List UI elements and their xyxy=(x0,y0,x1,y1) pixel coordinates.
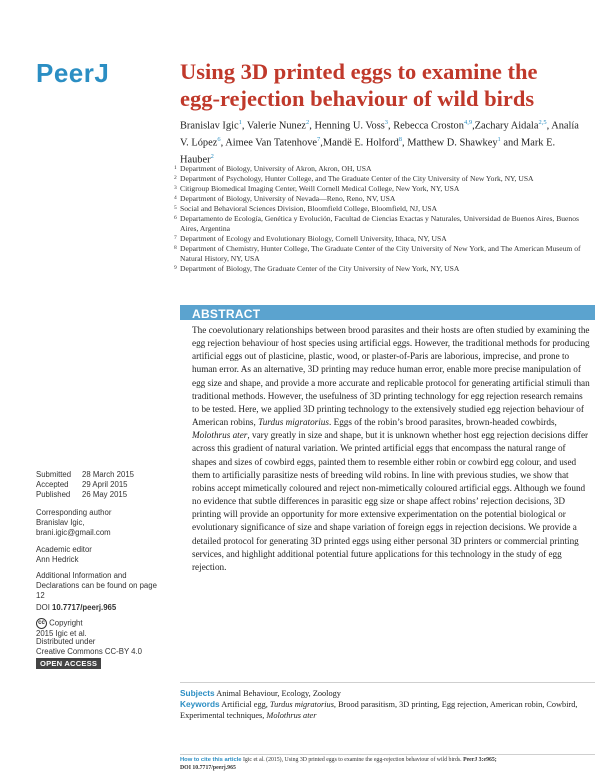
published-date: 26 May 2015 xyxy=(82,490,128,499)
abstract-part-2: . Eggs of the robin’s brood parasites, brown-headed cowbirds, xyxy=(328,417,557,428)
affiliation-text: Social and Behavioral Sciences Division, Bloomfield College, Bloomfield, NJ, USA xyxy=(180,204,438,213)
author-name[interactable]: Matthew D. Shawkey xyxy=(407,137,498,149)
author-name[interactable]: Mark E. Hauber xyxy=(180,137,556,166)
affiliation-item xyxy=(174,184,594,194)
article-title xyxy=(180,58,580,112)
editor-name: Ann Hedrick xyxy=(36,555,79,564)
author-separator: , xyxy=(546,120,552,132)
keywords-species-2: Molothrus ater xyxy=(266,711,317,720)
copyright-label: Copyright xyxy=(49,618,83,628)
author-affiliation-number: 2 xyxy=(210,152,214,160)
author-affiliation-number: 2,5 xyxy=(538,119,547,126)
footer-divider xyxy=(180,754,595,755)
cite-journal: PeerJ 3:e965; xyxy=(463,757,497,763)
author-name[interactable]: Analía V. López xyxy=(180,120,579,149)
affiliation-item xyxy=(174,264,594,274)
author-separator: and xyxy=(500,137,521,149)
affiliation-item xyxy=(174,164,594,174)
author-name[interactable]: Aimee Van Tatenhove xyxy=(225,137,318,149)
affiliation-text: Department of Psychology, Hunter College, and The Graduate Center of the City University of New York, NY, USA xyxy=(180,174,534,183)
author-separator: , xyxy=(388,120,394,132)
abstract-heading-bar xyxy=(180,305,595,320)
submitted-date: 28 March 2015 xyxy=(82,470,135,479)
affiliation-item xyxy=(174,204,594,214)
copyright-holder: 2015 Igic et al. xyxy=(36,629,87,638)
affiliation-number: 9 xyxy=(174,265,177,271)
affiliation-number: 6 xyxy=(174,215,177,221)
affiliation-item xyxy=(174,194,594,204)
affiliation-text: Department of Biology, University of Akron, Akron, OH, USA xyxy=(180,164,372,173)
affiliation-item xyxy=(174,174,594,184)
author-list xyxy=(180,116,580,167)
affiliation-text: Department of Biology, The Graduate Center of the City University of New York, NY, USA xyxy=(180,264,460,273)
author-affiliation-number: 1 xyxy=(238,119,242,126)
doi-block[interactable] xyxy=(36,603,116,613)
affiliation-text: Department of Ecology and Evolutionary Biology, Cornell University, Ithaca, NY, USA xyxy=(180,234,447,243)
title-line-2: egg-rejection behaviour of wild birds xyxy=(180,86,535,111)
affiliation-item xyxy=(174,214,594,234)
keywords-species-1: Turdus migratorius xyxy=(269,700,334,709)
subjects-label: Subjects xyxy=(180,688,215,698)
affiliation-number: 2 xyxy=(174,175,177,181)
abstract-species-1: Turdus migratorius xyxy=(258,417,329,428)
cite-label: How to cite this article xyxy=(180,757,242,763)
keywords-part-1: Artificial egg, xyxy=(221,700,270,709)
affiliation-text: Citigroup Biomedical Imaging Center, Weill Cornell Medical College, New York, NY, USA xyxy=(180,184,460,193)
subjects-value: Animal Behaviour, Ecology, Zoology xyxy=(216,689,341,698)
affiliation-number: 4 xyxy=(174,195,177,201)
corresponding-email[interactable]: brani.igic@gmail.com xyxy=(36,528,111,537)
additional-info[interactable]: Additional Information and Declarations can be found on page 12 xyxy=(36,571,157,600)
cite-doi[interactable]: DOI 10.7717/peerj.965 xyxy=(180,764,236,771)
author-name[interactable]: Zachary Aidala xyxy=(474,120,539,132)
author-separator: , xyxy=(220,137,226,149)
open-access-badge: OPEN ACCESS xyxy=(36,658,101,669)
affiliation-number: 7 xyxy=(174,235,177,241)
affiliation-item xyxy=(174,234,594,244)
author-affiliation-number: 4,9 xyxy=(463,119,473,126)
author-separator: , xyxy=(402,137,408,149)
affiliation-number: 5 xyxy=(174,205,177,211)
citation-footer xyxy=(180,757,595,772)
affiliation-number: 3 xyxy=(174,185,177,191)
keywords-row xyxy=(180,699,595,721)
abstract-text xyxy=(192,324,590,574)
accepted-label: Accepted xyxy=(36,480,69,489)
corresponding-label: Corresponding author xyxy=(36,508,112,517)
editor-block xyxy=(36,545,92,565)
affiliations-list xyxy=(174,164,594,274)
editor-label: Academic editor xyxy=(36,545,92,554)
abstract-heading: ABSTRACT xyxy=(192,307,261,321)
abstract-part-3: , vary greatly in size and shape, but it is unknown whether host egg rejection decisions differ across this gradient of natural variation. We printed artificial eggs that encompass the natural range of shapes and sizes of cowbird eggs, painted them to resemble either robin or cowbird egg colour, and used them to artificially parasitize nests of breeding wild robins. In line with previous studies, we show that robins accept mimetically coloured and reject non-mimetically coloured artificial eggs. Although we found no evidence that subtle differences in parasitic egg size or shape affect robins’ rejection decisions, 3D printing will provide an opportunity for more extensive experimentation on the potential biological or evolutionary significance of size and shape variation of foreign eggs in rejection decisions. We provide a detailed protocol for generating 3D printed eggs using either personal 3D printers or commercial printing services, and highlight additional potential future applications for this technology in the study of egg rejection. xyxy=(192,430,589,572)
affiliation-number: 8 xyxy=(174,245,177,251)
doi-link[interactable]: 10.7717/peerj.965 xyxy=(52,603,117,612)
doi-label: DOI xyxy=(36,603,50,612)
keywords-part-2: , Brood parasitism, 3D printing, Egg rejection, American robin, Cowbird, Experimental techniques, xyxy=(180,700,578,720)
author-name[interactable]: Branislav Igic xyxy=(180,120,239,132)
title-line-1: Using 3D printed eggs to examine the xyxy=(180,59,538,84)
distributed-under-label: Distributed under xyxy=(36,637,96,646)
abstract-species-2: Molothrus ater xyxy=(192,430,248,441)
dates-block xyxy=(36,470,134,500)
peerj-logo[interactable]: PeerJ xyxy=(36,58,110,88)
affiliation-text: Departamento de Ecología, Genética y Evolución, Facultad de Ciencias Exactas y Naturales, Universidad de Buenos Aires, Buenos Aires, Argentina xyxy=(180,214,579,233)
published-label: Published xyxy=(36,490,71,499)
author-affiliation-number: 6 xyxy=(217,135,221,143)
subjects-keywords xyxy=(180,688,595,721)
author-name[interactable]: Mandë E. Holford xyxy=(322,137,399,149)
author-affiliation-number: 2 xyxy=(305,119,310,126)
author-name[interactable]: Valerie Nunez xyxy=(246,120,306,132)
accepted-date: 29 April 2015 xyxy=(82,480,128,489)
author-affiliation-number: 7 xyxy=(317,135,321,143)
author-separator: , xyxy=(241,120,247,132)
author-separator: , xyxy=(320,137,323,149)
author-name[interactable]: Rebecca Croston xyxy=(393,120,464,132)
affiliation-text: Department of Chemistry, Hunter College, The Graduate Center of the City University of New York, and The American Museum of Natural History, NY, USA xyxy=(180,244,581,263)
copyright-block xyxy=(36,618,87,639)
license-block xyxy=(36,637,142,657)
author-affiliation-number: 8 xyxy=(398,135,403,143)
author-separator: , xyxy=(472,120,475,132)
affiliation-text: Department of Biology, University of Nevada—Reno, Reno, NV, USA xyxy=(180,194,396,203)
divider xyxy=(180,682,595,683)
affiliation-number: 1 xyxy=(174,165,177,171)
subjects-row xyxy=(180,688,595,699)
submitted-label: Submitted xyxy=(36,470,72,479)
license-link[interactable]: Creative Commons CC-BY 4.0 xyxy=(36,647,143,656)
affiliation-item xyxy=(174,244,594,264)
author-affiliation-number: 1 xyxy=(497,135,501,143)
corresponding-author-block xyxy=(36,508,111,538)
corresponding-name: Branislav Igic, xyxy=(36,518,85,527)
cite-text: Igic et al. (2015), Using 3D printed eggs to examine the egg-rejection behaviour of wild birds. xyxy=(242,757,462,763)
cc-icon: cc xyxy=(36,618,47,629)
author-affiliation-number: 3 xyxy=(384,119,389,126)
keywords-label: Keywords xyxy=(180,699,220,709)
author-separator: , xyxy=(309,120,315,132)
abstract-part-1: The coevolutionary relationships between brood parasites and their hosts are often studied by examining the egg rejection behaviour of host species using artificial eggs. However, the traditional methods for producing artificial eggs out of plasticine, plastic, wood, or plaster-of-Paris are laborious, imprecise, and prone to human error. As an alternative, 3D printing may reduce human error, enable more precise manipulation of egg size and shape, and provide a more accurate and replicable protocol for generating artificial stimuli than traditional methods. However, the usefulness of 3D printing technology for egg rejection research remains to be tested. Here, we applied 3D printing technology to the extensively studied egg rejection behaviour of American robins, xyxy=(192,325,590,428)
author-name[interactable]: Henning U. Voss xyxy=(314,120,385,132)
